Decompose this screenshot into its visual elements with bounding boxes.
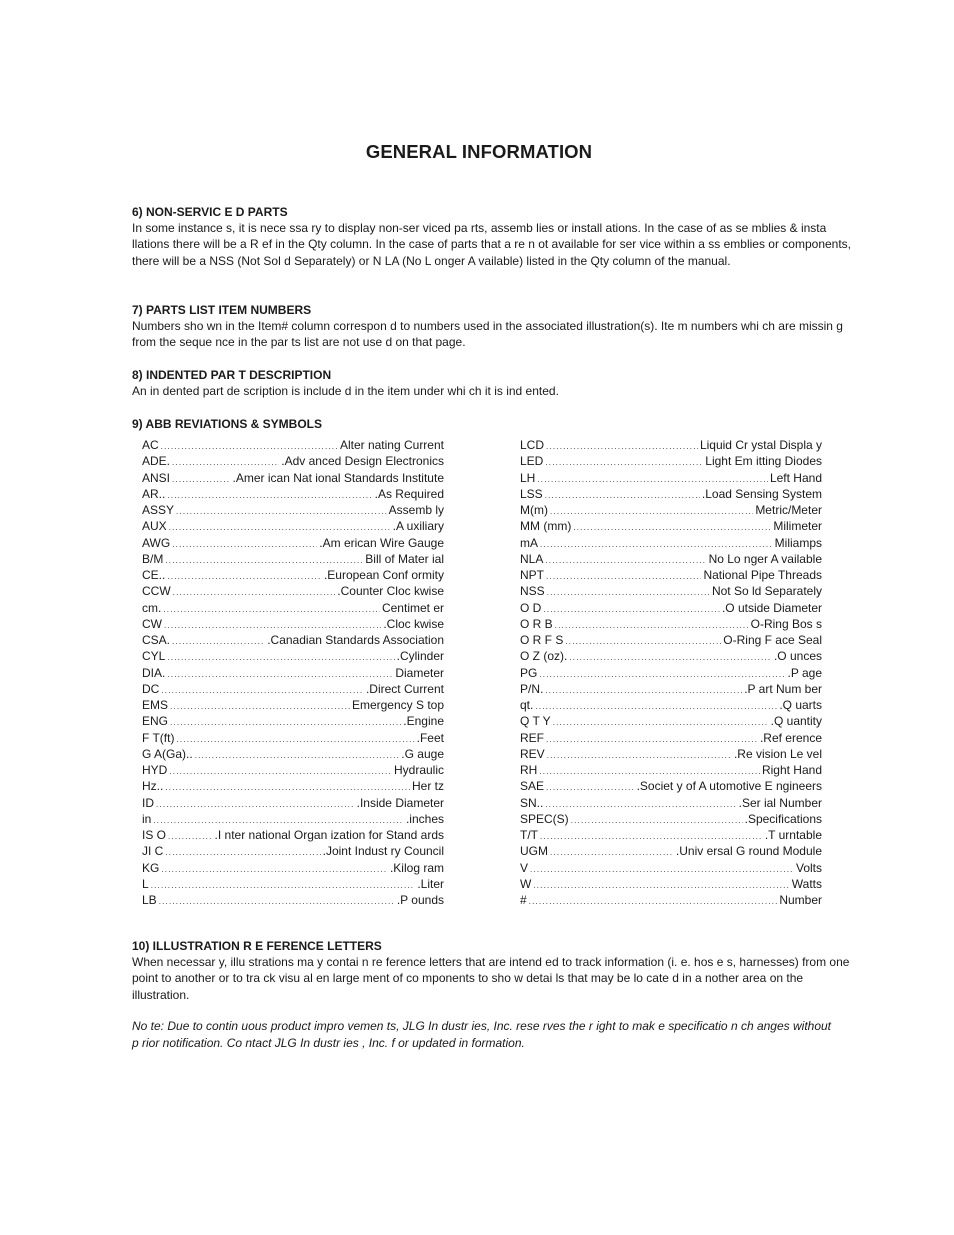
abbreviation-definition: .Feet: [416, 730, 444, 745]
dot-leader: [167, 650, 394, 666]
dot-leader: [176, 732, 414, 748]
abbreviation-row: [520, 681, 822, 697]
abbreviation-term: REF: [520, 730, 544, 745]
abbreviation-term: CW: [142, 616, 162, 631]
dot-leader: [550, 845, 674, 861]
dot-leader: [161, 862, 388, 878]
abbreviation-term: LCD: [520, 438, 545, 452]
abbreviation-row: [142, 778, 444, 794]
abbreviation-definition: .Societ y of A utomotive E ngineers: [636, 779, 822, 794]
abbreviation-term: PG: [520, 665, 538, 680]
abbreviation-row: [520, 551, 822, 567]
abbreviation-row: [520, 567, 822, 583]
abbreviation-term: NSS: [520, 584, 545, 599]
abbreviation-definition: Alter nating Current: [339, 438, 444, 452]
dot-leader: [545, 797, 736, 813]
dot-leader: [529, 894, 778, 910]
abbreviation-row: [520, 632, 822, 648]
abbreviation-row: [142, 453, 444, 469]
abbreviation-definition: O-Ring Bos s: [750, 616, 822, 631]
abbreviation-definition: .I nter national Organ ization for Stand ards: [214, 828, 444, 842]
abbreviation-row: [520, 762, 822, 778]
abbreviation-definition: Her tz: [411, 779, 444, 794]
abbreviation-definition: No Lo nger A vailable: [708, 551, 822, 566]
abbreviation-definition: .Direct Current: [365, 681, 444, 696]
abbreviation-row: [520, 827, 822, 843]
abbreviation-definition: Metric/Meter: [755, 503, 822, 517]
abbreviation-definition: Miliamps: [774, 535, 822, 550]
abbreviation-row: [142, 827, 444, 843]
abbreviation-term: M(m): [520, 503, 548, 517]
section-indented-part-description: [132, 367, 852, 399]
abbreviation-definition: .Ref erence: [759, 730, 822, 745]
abbreviation-definition: .Engine: [403, 714, 444, 729]
abbreviation-row: [520, 730, 822, 746]
dot-leader: [569, 650, 772, 666]
abbreviation-definition: .Q uarts: [779, 698, 822, 712]
abbreviation-row: [142, 876, 444, 892]
abbreviation-term: HYD: [142, 763, 168, 777]
abbreviation-term: in: [142, 811, 152, 826]
abbreviation-definition: .Specifications: [744, 811, 822, 826]
dot-leader: [573, 520, 771, 536]
abbreviation-term: REV: [520, 746, 545, 761]
abbreviation-term: DIA.: [142, 665, 166, 680]
abbreviation-term: F T(ft): [142, 730, 175, 745]
dot-leader: [543, 602, 720, 618]
abbreviation-definition: .Liter: [417, 876, 444, 891]
abbreviation-row: [520, 860, 822, 876]
abbreviation-term: Hz..: [142, 779, 164, 794]
abbreviation-row: [142, 843, 444, 859]
abbreviation-term: ADE.: [142, 454, 171, 469]
abbreviation-term: UGM: [520, 844, 548, 859]
abbreviation-term: W: [520, 876, 532, 891]
dot-leader: [546, 732, 758, 748]
dot-leader: [176, 504, 387, 520]
abbreviation-term: T/T: [520, 828, 538, 842]
abbreviation-row: [142, 437, 444, 453]
abbreviation-term: ASSY: [142, 503, 175, 517]
abbreviation-term: SAE: [520, 779, 545, 794]
abbreviation-definition: .Cylinder: [396, 649, 444, 664]
abbreviation-row: [142, 502, 444, 518]
abbreviation-term: O R B: [520, 616, 553, 631]
abbreviation-row: [520, 876, 822, 892]
abbreviation-definition: .A uxiliary: [392, 519, 444, 534]
abbreviation-term: ENG: [142, 714, 169, 729]
abbreviation-row: [142, 860, 444, 876]
abbreviation-row: [520, 470, 822, 486]
abbreviation-definition: Diameter: [395, 665, 444, 680]
abbreviation-definition: .European Conf ormity: [323, 568, 444, 582]
dot-leader: [172, 634, 265, 650]
abbreviation-definition: .Q uantity: [770, 714, 822, 729]
dot-leader: [168, 829, 213, 845]
dot-leader: [170, 699, 350, 715]
abbreviation-row: [520, 795, 822, 811]
dot-leader: [545, 455, 703, 471]
abbreviation-row: [520, 486, 822, 502]
abbreviation-term: G A(Ga)..: [142, 746, 193, 761]
abbreviation-row: [142, 730, 444, 746]
abbreviation-row: [142, 616, 444, 632]
section-body: In some instance s, it is nece ssa ry to display non-ser viced pa rts, assemb lies or install ations. In the case of as se mblies & insta llations there will be a R ef in the Qty column. In the case of parts that a re n ot available for ser vice within a ss emblies or components, there will be a NSS (Not Sol d Separately) or N LA (No L onger A vailable) listed in the Qty column of the manual.: [132, 221, 852, 268]
abbreviation-term: O Z (oz).: [520, 649, 568, 664]
abbreviation-row: [142, 648, 444, 664]
dot-leader: [553, 715, 769, 731]
dot-leader: [546, 569, 701, 585]
section-heading: 8) INDENTED PAR T DESCRIPTION: [132, 368, 332, 382]
abbreviation-definition: Milimeter: [773, 519, 822, 534]
abbreviation-term: IS O: [142, 828, 167, 842]
abbreviation-row: [520, 665, 822, 681]
abbreviation-term: SN..: [520, 795, 544, 810]
section-body: Numbers sho wn in the Item# column correspon d to numbers used in the associated illustration(s). Ite m numbers whi ch are missin g from the seque nce in the par ts list are not use d on that page.: [132, 319, 843, 350]
abbreviation-term: V: [520, 860, 529, 875]
section-heading: 6) NON-SERVIC E D PARTS: [132, 205, 288, 219]
section-heading: 7) PARTS LIST ITEM NUMBERS: [132, 303, 312, 317]
abbreviation-term: Q T Y: [520, 714, 551, 729]
abbreviation-definition: Emergency S top: [351, 698, 444, 712]
abbreviation-row: [142, 567, 444, 583]
abbreviation-row: [142, 697, 444, 713]
section-non-serviced-parts: [132, 204, 852, 269]
abbreviation-definition: .Univ ersal G round Module: [675, 844, 822, 859]
abbreviations-left-column: [142, 437, 444, 908]
abbreviation-row: [520, 600, 822, 616]
abbreviation-definition: .P age: [787, 665, 822, 680]
abbreviation-term: #: [520, 893, 527, 907]
abbreviation-row: [142, 583, 444, 599]
abbreviation-row: [520, 453, 822, 469]
abbreviation-row: [142, 535, 444, 551]
abbreviation-term: NLA: [520, 551, 544, 566]
abbreviation-row: [520, 778, 822, 794]
section-parts-list-item-numbers: [132, 302, 852, 351]
section-heading: 9) ABB REVIATIONS & SYMBOLS: [132, 417, 323, 431]
abbreviation-row: [142, 632, 444, 648]
abbreviation-definition: .O utside Diameter: [721, 600, 822, 615]
abbreviation-term: KG: [142, 860, 160, 875]
abbreviation-term: SPEC(S): [520, 811, 569, 826]
abbreviation-row: [142, 892, 444, 908]
abbreviation-term: LSS: [520, 486, 543, 501]
dot-leader: [195, 748, 400, 764]
section-heading: 10) ILLUSTRATION R E FERENCE LETTERS: [132, 939, 382, 953]
abbreviation-definition: Bill of Mater ial: [365, 551, 444, 566]
abbreviation-definition: Right Hand: [761, 763, 822, 777]
dot-leader: [546, 439, 698, 455]
abbreviation-definition: .Load Sensing System: [701, 486, 822, 501]
dot-leader: [169, 764, 392, 780]
abbreviation-term: DC: [142, 681, 160, 696]
abbreviation-definition: Left Hand: [769, 470, 822, 485]
abbreviation-term: AC: [142, 438, 159, 452]
dot-leader: [172, 537, 317, 553]
abbreviation-term: ID: [142, 795, 154, 810]
abbreviation-term: P/N.: [520, 681, 544, 696]
abbreviation-term: L: [142, 876, 149, 891]
abbreviation-term: RH: [520, 763, 538, 777]
dot-leader: [535, 699, 777, 715]
abbreviation-row: [142, 600, 444, 616]
abbreviation-definition: Watts: [791, 876, 822, 891]
abbreviation-definition: Liquid Cr ystal Displa y: [699, 438, 822, 452]
abbreviation-row: [520, 616, 822, 632]
abbreviation-row: [520, 535, 822, 551]
abbreviation-row: [520, 697, 822, 713]
abbreviation-term: LB: [142, 893, 157, 907]
abbreviation-row: [142, 518, 444, 534]
dot-leader: [167, 569, 322, 585]
abbreviation-row: [520, 583, 822, 599]
abbreviation-definition: O-Ring F ace Seal: [723, 633, 822, 647]
abbreviation-term: CSA.: [142, 633, 171, 647]
abbreviation-definition: .Counter Cloc kwise: [337, 584, 444, 599]
abbreviation-definition: .Joint Indust ry Council: [322, 844, 444, 859]
abbreviation-definition: .As Required: [374, 486, 444, 501]
dot-leader: [172, 472, 231, 488]
abbreviation-term: O R F S: [520, 633, 564, 647]
dot-leader: [165, 845, 320, 861]
dot-leader: [170, 715, 401, 731]
dot-leader: [167, 488, 372, 504]
abbreviation-term: MM (mm): [520, 519, 572, 534]
abbreviation-term: CE..: [142, 568, 166, 582]
abbreviation-term: B/M: [142, 551, 164, 566]
abbreviation-definition: Hydraulic: [393, 763, 444, 777]
dot-leader: [571, 813, 743, 829]
abbreviation-term: cm.: [142, 600, 162, 615]
dot-leader: [545, 553, 706, 569]
abbreviation-definition: National Pipe Threads: [703, 568, 822, 582]
dot-leader: [167, 667, 393, 683]
abbreviation-definition: Light Em itting Diodes: [705, 454, 822, 469]
abbreviation-term: CCW: [142, 584, 171, 599]
abbreviation-term: LED: [520, 454, 544, 469]
dot-leader: [151, 878, 416, 894]
abbreviation-term: EMS: [142, 698, 169, 712]
dot-leader: [547, 585, 710, 601]
abbreviation-definition: .T urntable: [764, 828, 822, 842]
dot-leader: [550, 504, 753, 520]
abbreviation-definition: .Kilog ram: [389, 860, 444, 875]
page-title: GENERAL INFORMATION: [365, 141, 593, 162]
abbreviation-row: [142, 713, 444, 729]
abbreviation-term: mA: [520, 535, 538, 550]
abbreviation-term: AWG: [142, 535, 171, 550]
abbreviation-term: ANSI: [142, 470, 171, 485]
abbreviation-definition: Assemb ly: [388, 503, 444, 517]
abbreviation-definition: Number: [779, 893, 822, 907]
abbreviation-definition: .Amer ican Nat ional Standards Institute: [232, 470, 444, 485]
abbreviation-row: [520, 648, 822, 664]
abbreviation-row: [142, 665, 444, 681]
abbreviation-term: AUX: [142, 519, 167, 534]
abbreviation-definition: .P ounds: [396, 893, 444, 907]
abbreviation-term: CYL: [142, 649, 166, 664]
abbreviation-term: AR..: [142, 486, 166, 501]
abbreviation-row: [520, 811, 822, 827]
dot-leader: [565, 634, 721, 650]
abbreviation-row: [142, 681, 444, 697]
abbreviation-definition: .Ser ial Number: [738, 795, 822, 810]
section-abbreviations-symbols: [132, 416, 852, 432]
abbreviation-term: LH: [520, 470, 536, 485]
abbreviation-row: [142, 746, 444, 762]
dot-leader: [156, 797, 355, 813]
abbreviation-row: [520, 502, 822, 518]
abbreviation-row: [520, 746, 822, 762]
abbreviation-row: [142, 486, 444, 502]
abbreviation-definition: .G auge: [401, 746, 444, 761]
dot-leader: [545, 683, 742, 699]
abbreviation-row: [142, 762, 444, 778]
abbreviation-term: JI C: [142, 844, 164, 859]
abbreviation-definition: .Canadian Standards Association: [267, 633, 444, 647]
abbreviation-definition: .Cloc kwise: [383, 616, 444, 631]
abbreviation-definition: .Am erican Wire Gauge: [319, 535, 444, 550]
abbreviation-definition: .P art Num ber: [744, 681, 822, 696]
abbreviation-row: [142, 551, 444, 567]
abbreviation-definition: .Re vision Le vel: [733, 746, 822, 761]
abbreviation-term: NPT: [520, 568, 544, 582]
abbreviation-row: [520, 892, 822, 908]
abbreviation-definition: Volts: [795, 860, 822, 875]
section-body: When necessar y, illu strations ma y contai n re ference letters that are intend ed to track information (i. e. hos e s, harnesses) from one point to another or to tra ck visu al en large ment of co mponents to sho w detai ls that may be lo cate d in a nother area on the illustration.: [132, 955, 850, 1002]
abbreviation-definition: .inches: [405, 811, 444, 826]
section-illustration-reference-letters: [132, 938, 852, 1003]
dot-leader: [530, 862, 794, 878]
abbreviation-definition: Not So ld Separately: [711, 584, 822, 599]
dot-leader: [173, 585, 336, 601]
abbreviation-row: [520, 713, 822, 729]
dot-leader: [555, 618, 749, 634]
abbreviation-row: [142, 811, 444, 827]
abbreviation-row: [142, 795, 444, 811]
dot-leader: [163, 602, 380, 618]
dot-leader: [546, 780, 635, 796]
abbreviation-definition: .O unces: [773, 649, 822, 664]
abbreviation-row: [520, 437, 822, 453]
dot-leader: [159, 894, 395, 910]
abbreviation-definition: .Inside Diameter: [356, 795, 444, 810]
dot-leader: [533, 878, 789, 894]
abbreviation-row: [520, 843, 822, 859]
abbreviation-definition: Centimet er: [381, 600, 444, 615]
dot-leader: [161, 683, 364, 699]
section-body: An in dented part de scription is include d in the item under whi ch it is ind ented.: [132, 384, 559, 398]
abbreviation-term: O D: [520, 600, 542, 615]
footnote: No te: Due to contin uous product impro vemen ts, JLG In dustr ies, Inc. rese rves the r ight to mak e specificatio n ch anges without p rior notification. Co ntact JLG In dustr ies , Inc. f or updated in formation.: [132, 1019, 832, 1050]
dot-leader: [545, 488, 700, 504]
abbreviations-right-column: [520, 437, 822, 908]
dot-leader: [547, 748, 732, 764]
abbreviation-row: [520, 518, 822, 534]
abbreviation-row: [142, 470, 444, 486]
abbreviation-term: qt.: [520, 698, 534, 712]
abbreviation-definition: .Adv anced Design Electronics: [281, 454, 444, 469]
